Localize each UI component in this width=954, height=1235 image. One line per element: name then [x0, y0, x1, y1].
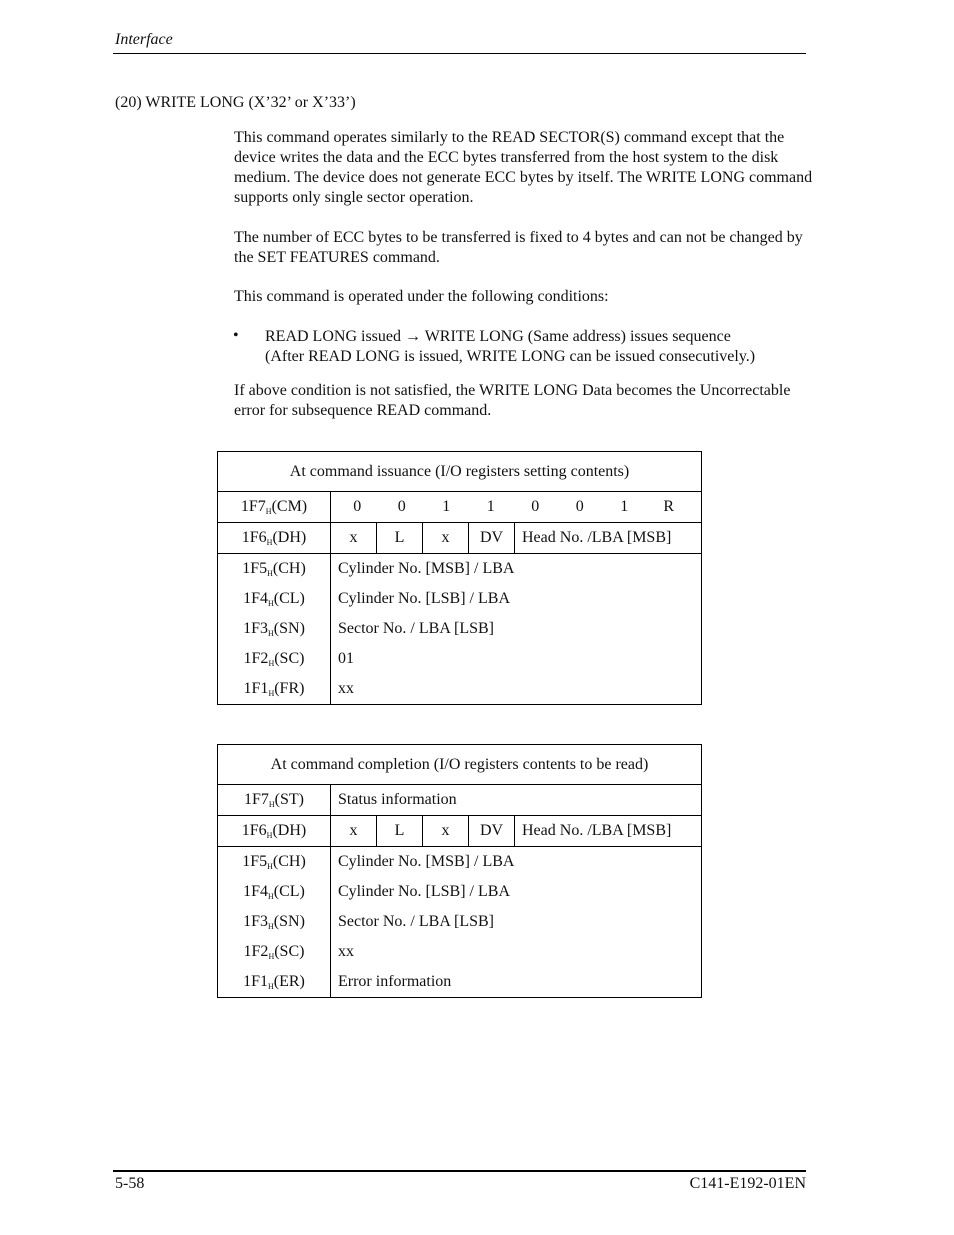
bit-2: 0 — [575, 498, 584, 515]
command-bits — [331, 492, 702, 523]
running-header: Interface — [115, 31, 173, 48]
register-sn: $1F3_H(SN)$ — [243, 913, 305, 931]
register-cl: $1F4_H(CL)$ — [243, 883, 305, 901]
register-names-group — [218, 554, 331, 705]
issuance-table-title: At command issuance (I/O registers setting contents) — [218, 452, 702, 492]
register-dh: $1F6_H(DH)$ — [218, 816, 331, 847]
completion-register-table — [217, 744, 702, 998]
value-sn: Sector No. / LBA [LSB] — [338, 620, 494, 637]
bit-4: 1 — [486, 498, 495, 515]
dh-bit-5: x — [423, 523, 469, 554]
register-st: $1F7_H(ST)$ — [218, 785, 331, 816]
footer-divider — [113, 1170, 806, 1172]
register-er: $1F1_H(ER)$ — [243, 973, 305, 991]
bit-6: 0 — [397, 498, 406, 515]
bullet-line-2: (After READ LONG is issued, WRITE LONG can be issued consecutively.) — [265, 348, 756, 365]
paragraph-ecc-bytes: The number of ECC bytes to be transferred is fixed to 4 bytes and can not be changed by the SET FEATURES command. — [234, 229, 803, 266]
register-ch: $1F5_H(CH)$ — [242, 560, 306, 578]
dh-bit-6: L — [377, 816, 423, 847]
dh-bit-6: L — [377, 523, 423, 554]
bit-3: 0 — [531, 498, 540, 515]
register-values-group — [331, 847, 702, 998]
bullet-item — [265, 327, 825, 367]
dh-head-field: Head No. /LBA [MSB] — [515, 816, 702, 847]
value-er: Error information — [338, 973, 452, 990]
register-cm: $1F7_H(CM)$ — [218, 492, 331, 523]
value-ch: Cylinder No. [MSB] / LBA — [338, 560, 515, 577]
register-sn: $1F3_H(SN)$ — [243, 620, 305, 638]
register-dh: $1F6_H(DH)$ — [218, 523, 331, 554]
paragraph-closing: If above condition is not satisfied, the WRITE LONG Data becomes the Uncorrectable error for subsequence READ command. — [234, 382, 791, 419]
completion-table-title: At command completion (I/O registers contents to be read) — [218, 745, 702, 785]
dh-head-field: Head No. /LBA [MSB] — [515, 523, 702, 554]
dh-bit-4: DV — [469, 523, 515, 554]
page-number: 5-58 — [115, 1175, 145, 1192]
value-fr: xx — [338, 680, 354, 697]
register-sc: $1F2_H(SC)$ — [243, 650, 305, 668]
dh-bit-5: x — [423, 816, 469, 847]
value-cl: Cylinder No. [LSB] / LBA — [338, 883, 510, 900]
document-id: C141-E192-01EN — [689, 1175, 806, 1192]
bit-5: 1 — [442, 498, 451, 515]
dh-bit-7: x — [331, 523, 377, 554]
issuance-register-table — [217, 451, 702, 705]
register-names-group — [218, 847, 331, 998]
register-fr: $1F1_H(FR)$ — [243, 680, 305, 698]
bullet-marker: • — [233, 327, 239, 344]
status-value: Status information — [331, 785, 702, 816]
register-ch: $1F5_H(CH)$ — [242, 853, 306, 871]
value-sc: 01 — [338, 650, 354, 667]
value-sc: xx — [338, 943, 354, 960]
register-values-group — [331, 554, 702, 705]
paragraph-conditions-intro: This command is operated under the following conditions: — [234, 288, 609, 305]
register-sc: $1F2_H(SC)$ — [243, 943, 305, 961]
bit-1: 1 — [620, 498, 629, 515]
dh-bit-4: DV — [469, 816, 515, 847]
bit-7: 0 — [353, 498, 362, 515]
paragraph-description: This command operates similarly to the READ SECTOR(S) command except that the device writes the data and the ECC bytes transferred from the host system to the disk medium. The device does not generate ECC bytes by itself. The WRITE LONG command supports only single sector operation. — [234, 129, 813, 206]
value-cl: Cylinder No. [LSB] / LBA — [338, 590, 510, 607]
dh-bit-7: x — [331, 816, 377, 847]
value-sn: Sector No. / LBA [LSB] — [338, 913, 494, 930]
register-cl: $1F4_H(CL)$ — [243, 590, 305, 608]
bit-0: R — [663, 498, 675, 515]
section-heading: (20) WRITE LONG (X’32’ or X’33’) — [115, 94, 356, 111]
value-ch: Cylinder No. [MSB] / LBA — [338, 853, 515, 870]
bullet-line-1: READ LONG issued → WRITE LONG (Same address) issues sequence — [265, 328, 731, 345]
header-divider — [113, 53, 806, 54]
